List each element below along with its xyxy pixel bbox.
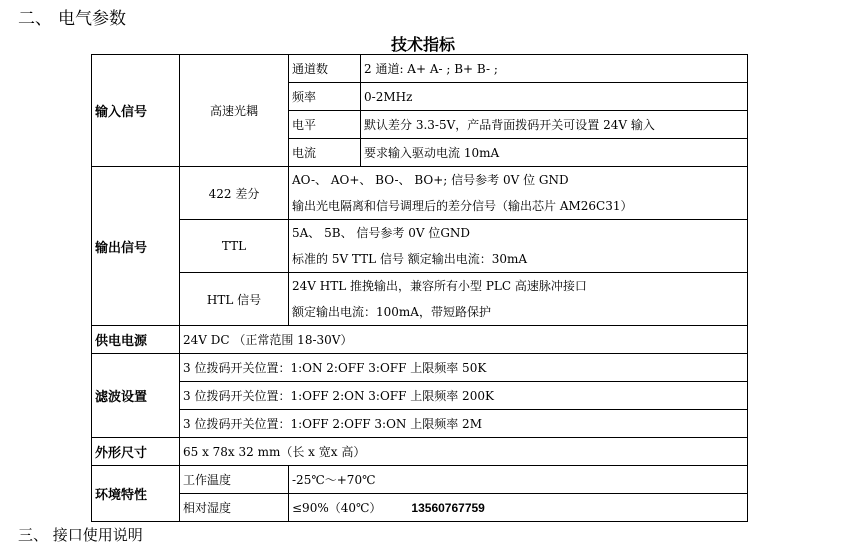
- row-value: 默认差分 3.3-5V，产品背面拨码开关可设置 24V 输入: [361, 111, 748, 139]
- row-value: 要求输入驱动电流 10mA: [361, 139, 748, 167]
- output-line: AO-、 AO+、 BO-、 BO+; 信号参考 0V 位 GND: [292, 173, 569, 187]
- category-output: 输出信号: [92, 167, 180, 326]
- output-line: 5A、 5B、 信号参考 0V 位GND: [292, 226, 471, 240]
- table-row: [92, 326, 748, 354]
- power-value: 24V DC （正常范围 18-30V）: [180, 326, 748, 354]
- next-section-heading: 三、 接口使用说明: [18, 526, 143, 544]
- row-label: 相对湿度: [180, 494, 289, 522]
- table-row: [92, 466, 748, 494]
- table-row: [92, 438, 748, 466]
- input-type: 高速光耦: [180, 55, 289, 167]
- table-row: [92, 410, 748, 438]
- output-line: 标准的 5V TTL 信号 额定输出电流：30mA: [292, 252, 528, 266]
- row-value: [289, 494, 748, 522]
- output-type: HTL 信号: [180, 273, 289, 326]
- output-desc: [289, 273, 748, 326]
- row-label: 电流: [289, 139, 361, 167]
- humidity-value: ≤90%（40℃）: [292, 501, 382, 515]
- output-type: TTL: [180, 220, 289, 273]
- table-row: [92, 55, 748, 83]
- output-line: 输出光电隔离和信号调理后的差分信号（输出芯片 AM26C31）: [292, 199, 633, 213]
- table-row: [92, 382, 748, 410]
- output-line: 额定输出电流：100mA，带短路保护: [292, 305, 491, 319]
- section-number: 二、: [18, 9, 52, 29]
- output-desc: [289, 167, 748, 220]
- dimensions-value: 65 x 78x 32 mm（长 x 宽x 高）: [180, 438, 748, 466]
- table-row: [92, 273, 748, 326]
- section-title: 电气参数: [58, 9, 126, 29]
- section-heading: [18, 4, 126, 29]
- table-row: [92, 220, 748, 273]
- category-input: 输入信号: [92, 55, 180, 167]
- table-row: [92, 494, 748, 522]
- filter-value: 3 位拨码开关位置：1:ON 2:OFF 3:OFF 上限频率 50K: [180, 354, 748, 382]
- category-power: 供电电源: [92, 326, 180, 354]
- phone-number: 13560767759: [411, 501, 485, 515]
- output-desc: [289, 220, 748, 273]
- table-row: [92, 354, 748, 382]
- category-filter: 滤波设置: [92, 354, 180, 438]
- output-line: 24V HTL 推挽输出，兼容所有小型 PLC 高速脉冲接口: [292, 279, 587, 293]
- filter-value: 3 位拨码开关位置：1:OFF 2:ON 3:OFF 上限频率 200K: [180, 382, 748, 410]
- table-title: 技术指标: [390, 35, 455, 54]
- spec-table: [91, 54, 748, 522]
- row-label: 通道数: [289, 55, 361, 83]
- row-value: -25℃～+70℃: [289, 466, 748, 494]
- row-label: 频率: [289, 83, 361, 111]
- row-value: 2 通道: A+ A- ; B+ B- ;: [361, 55, 748, 83]
- row-label: 工作温度: [180, 466, 289, 494]
- row-value: 0-2MHz: [361, 83, 748, 111]
- row-label: 电平: [289, 111, 361, 139]
- output-type: 422 差分: [180, 167, 289, 220]
- category-dimensions: 外形尺寸: [92, 438, 180, 466]
- table-row: [92, 167, 748, 220]
- category-environment: 环境特性: [92, 466, 180, 522]
- filter-value: 3 位拨码开关位置：1:OFF 2:OFF 3:ON 上限频率 2M: [180, 410, 748, 438]
